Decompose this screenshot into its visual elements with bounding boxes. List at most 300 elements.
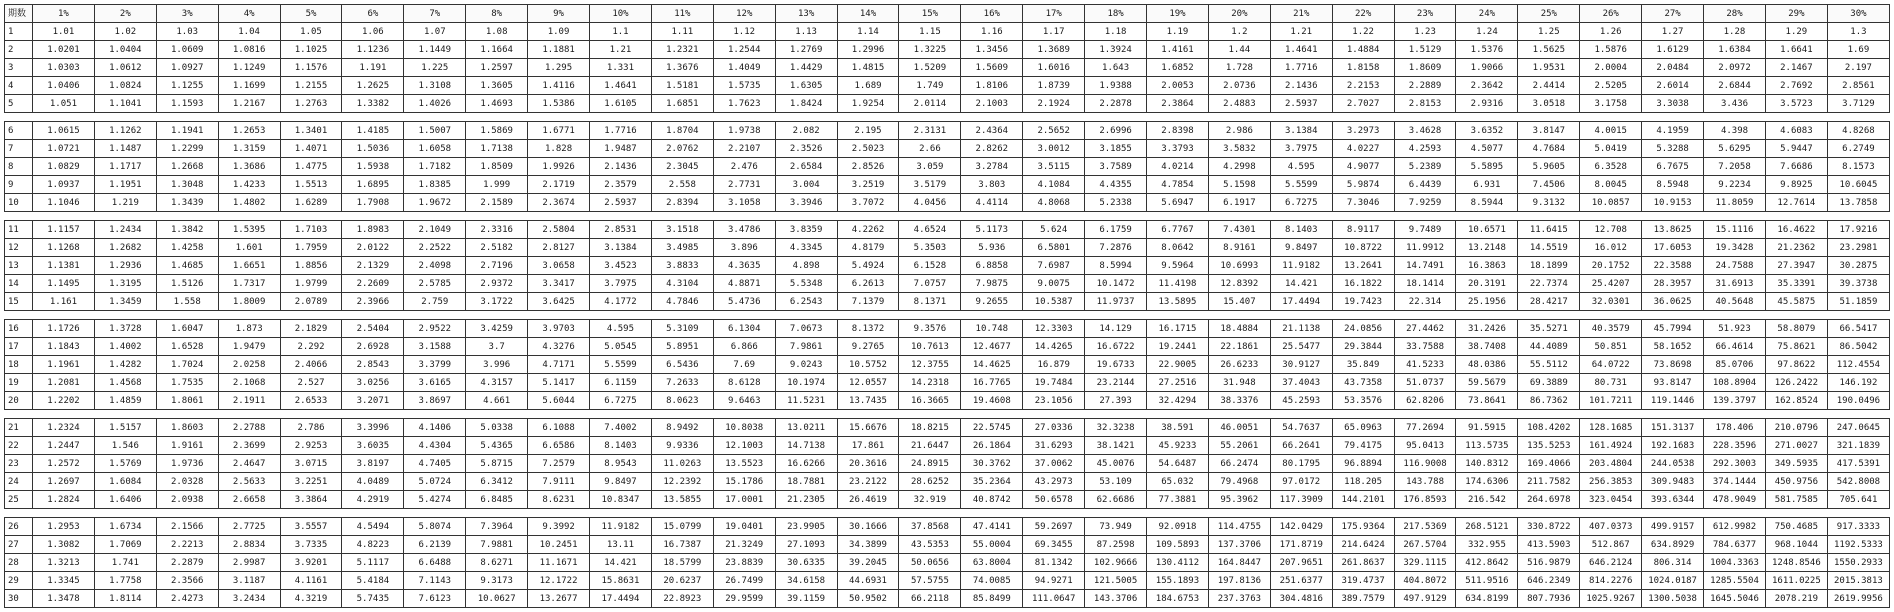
factor-cell: 1.01 bbox=[33, 23, 95, 41]
factor-cell: 1.1717 bbox=[94, 158, 156, 176]
period-cell: 23 bbox=[5, 455, 33, 473]
period-cell: 8 bbox=[5, 158, 33, 176]
factor-cell: 119.1446 bbox=[1642, 392, 1704, 410]
group-spacer bbox=[5, 509, 1890, 518]
factor-cell: 5.8715 bbox=[466, 455, 528, 473]
factor-cell: 171.8719 bbox=[1270, 536, 1332, 554]
factor-cell: 705.641 bbox=[1827, 491, 1889, 509]
factor-cell: 2.195 bbox=[837, 122, 899, 140]
factor-cell: 5.5599 bbox=[1270, 176, 1332, 194]
factor-cell: 247.0645 bbox=[1827, 419, 1889, 437]
factor-cell: 4.595 bbox=[590, 320, 652, 338]
factor-cell: 7.1379 bbox=[837, 293, 899, 311]
factor-cell: 6.6488 bbox=[404, 554, 466, 572]
factor-cell: 2.4883 bbox=[1208, 95, 1270, 113]
factor-cell: 1.1255 bbox=[156, 77, 218, 95]
factor-cell: 1.09 bbox=[528, 23, 590, 41]
factor-cell: 4.0227 bbox=[1332, 140, 1394, 158]
factor-cell: 750.4685 bbox=[1765, 518, 1827, 536]
factor-cell: 6.2613 bbox=[837, 275, 899, 293]
factor-cell: 2.082 bbox=[775, 122, 837, 140]
factor-cell: 9.3576 bbox=[899, 320, 961, 338]
factor-cell: 1.2155 bbox=[280, 77, 342, 95]
factor-cell: 450.9756 bbox=[1765, 473, 1827, 491]
factor-cell: 1.0927 bbox=[156, 59, 218, 77]
factor-cell: 2.3045 bbox=[651, 158, 713, 176]
factor-cell: 162.8524 bbox=[1765, 392, 1827, 410]
factor-cell: 3.4628 bbox=[1394, 122, 1456, 140]
group-spacer bbox=[5, 113, 1890, 122]
factor-cell: 5.4736 bbox=[713, 293, 775, 311]
factor-cell: 5.8074 bbox=[404, 518, 466, 536]
factor-cell: 264.6978 bbox=[1518, 491, 1580, 509]
factor-cell: 1.1843 bbox=[33, 338, 95, 356]
factor-cell: 4.2919 bbox=[342, 491, 404, 509]
factor-cell: 3.6425 bbox=[528, 293, 590, 311]
factor-cell: 4.2998 bbox=[1208, 158, 1270, 176]
factor-cell: 4.1959 bbox=[1642, 122, 1704, 140]
factor-cell: 329.1115 bbox=[1394, 554, 1456, 572]
factor-cell: 1.2682 bbox=[94, 239, 156, 257]
factor-cell: 268.5121 bbox=[1456, 518, 1518, 536]
factor-cell: 1.3605 bbox=[466, 77, 528, 95]
factor-cell: 118.205 bbox=[1332, 473, 1394, 491]
group-spacer bbox=[5, 410, 1890, 419]
factor-cell: 9.0243 bbox=[775, 356, 837, 374]
factor-cell: 79.4175 bbox=[1332, 437, 1394, 455]
factor-cell: 24.7588 bbox=[1704, 257, 1766, 275]
factor-cell: 2.9372 bbox=[466, 275, 528, 293]
factor-cell: 3.3417 bbox=[528, 275, 590, 293]
factor-cell: 62.8206 bbox=[1394, 392, 1456, 410]
factor-cell: 1.21 bbox=[590, 41, 652, 59]
factor-cell: 2.1911 bbox=[218, 392, 280, 410]
factor-cell: 2.6014 bbox=[1642, 77, 1704, 95]
factor-cell: 91.5915 bbox=[1456, 419, 1518, 437]
factor-cell: 14.4625 bbox=[961, 356, 1023, 374]
factor-cell: 46.0051 bbox=[1208, 419, 1270, 437]
factor-cell: 4.9077 bbox=[1332, 158, 1394, 176]
factor-cell: 207.9651 bbox=[1270, 554, 1332, 572]
factor-cell: 16.3863 bbox=[1456, 257, 1518, 275]
factor-cell: 15.1116 bbox=[1704, 221, 1766, 239]
factor-cell: 50.0656 bbox=[899, 554, 961, 572]
factor-cell: 1.4859 bbox=[94, 392, 156, 410]
factor-cell: 1300.5038 bbox=[1642, 590, 1704, 608]
factor-cell: 6.866 bbox=[713, 338, 775, 356]
factor-cell: 12.3755 bbox=[899, 356, 961, 374]
factor-cell: 7.6686 bbox=[1765, 158, 1827, 176]
factor-cell: 10.5752 bbox=[837, 356, 899, 374]
factor-cell: 1.6852 bbox=[1147, 59, 1209, 77]
factor-cell: 2.5404 bbox=[342, 320, 404, 338]
factor-cell: 2.8561 bbox=[1827, 77, 1889, 95]
factor-cell: 16.3665 bbox=[899, 392, 961, 410]
factor-cell: 8.9117 bbox=[1332, 221, 1394, 239]
factor-cell: 1.0615 bbox=[33, 122, 95, 140]
factor-cell: 174.6306 bbox=[1456, 473, 1518, 491]
factor-cell: 2.5633 bbox=[218, 473, 280, 491]
factor-cell: 1.4026 bbox=[404, 95, 466, 113]
factor-cell: 1.6016 bbox=[1023, 59, 1085, 77]
factor-cell: 9.2655 bbox=[961, 293, 1023, 311]
factor-cell: 1.6406 bbox=[94, 491, 156, 509]
factor-cell: 66.2641 bbox=[1270, 437, 1332, 455]
factor-cell: 16.7387 bbox=[651, 536, 713, 554]
table-row bbox=[5, 374, 1890, 392]
factor-cell: 10.9153 bbox=[1642, 194, 1704, 212]
factor-cell: 9.3173 bbox=[466, 572, 528, 590]
factor-cell: 9.2234 bbox=[1704, 176, 1766, 194]
factor-cell: 35.5271 bbox=[1518, 320, 1580, 338]
factor-cell: 1.24 bbox=[1456, 23, 1518, 41]
factor-cell: 1.6305 bbox=[775, 77, 837, 95]
factor-cell: 6.1088 bbox=[528, 419, 590, 437]
factor-cell: 1.2597 bbox=[466, 59, 528, 77]
period-cell: 27 bbox=[5, 536, 33, 554]
factor-cell: 267.5704 bbox=[1394, 536, 1456, 554]
factor-cell: 2.8526 bbox=[837, 158, 899, 176]
period-header: 期数 bbox=[5, 5, 33, 23]
factor-cell: 2.7027 bbox=[1332, 95, 1394, 113]
factor-cell: 5.5599 bbox=[590, 356, 652, 374]
factor-cell: 1.4116 bbox=[528, 77, 590, 95]
factor-cell: 3.996 bbox=[466, 356, 528, 374]
factor-cell: 1.643 bbox=[1085, 59, 1147, 77]
factor-cell: 12.708 bbox=[1580, 221, 1642, 239]
factor-cell: 271.0027 bbox=[1765, 437, 1827, 455]
factor-cell: 8.1371 bbox=[899, 293, 961, 311]
table-row bbox=[5, 572, 1890, 590]
factor-cell: 1.8114 bbox=[94, 590, 156, 608]
factor-cell: 6.7275 bbox=[1270, 194, 1332, 212]
factor-cell: 5.4184 bbox=[342, 572, 404, 590]
factor-cell: 1.26 bbox=[1580, 23, 1642, 41]
factor-cell: 5.1417 bbox=[528, 374, 590, 392]
factor-cell: 4.8268 bbox=[1827, 122, 1889, 140]
factor-cell: 1.3686 bbox=[218, 158, 280, 176]
factor-cell: 3.8833 bbox=[651, 257, 713, 275]
factor-cell: 15.8631 bbox=[590, 572, 652, 590]
factor-cell: 44.6931 bbox=[837, 572, 899, 590]
factor-cell: 3.7 bbox=[466, 338, 528, 356]
factor-cell: 1.1664 bbox=[466, 41, 528, 59]
table-row bbox=[5, 95, 1890, 113]
factor-cell: 323.0454 bbox=[1580, 491, 1642, 509]
factor-cell: 1.7908 bbox=[342, 194, 404, 212]
factor-cell: 47.4141 bbox=[961, 518, 1023, 536]
factor-cell: 130.4112 bbox=[1147, 554, 1209, 572]
factor-cell: 14.421 bbox=[1270, 275, 1332, 293]
factor-cell: 38.591 bbox=[1147, 419, 1209, 437]
factor-cell: 1.2625 bbox=[342, 77, 404, 95]
factor-cell: 41.5233 bbox=[1394, 356, 1456, 374]
factor-cell: 8.0642 bbox=[1147, 239, 1209, 257]
factor-cell: 6.1528 bbox=[899, 257, 961, 275]
factor-cell: 1.7024 bbox=[156, 356, 218, 374]
factor-cell: 10.748 bbox=[961, 320, 1023, 338]
factor-cell: 3.803 bbox=[961, 176, 1023, 194]
factor-cell: 59.5679 bbox=[1456, 374, 1518, 392]
factor-cell: 11.4198 bbox=[1147, 275, 1209, 293]
factor-cell: 57.5755 bbox=[899, 572, 961, 590]
factor-cell: 19.7484 bbox=[1023, 374, 1085, 392]
factor-cell: 4.5077 bbox=[1456, 140, 1518, 158]
factor-cell: 54.7637 bbox=[1270, 419, 1332, 437]
factor-cell: 20.1752 bbox=[1580, 257, 1642, 275]
factor-cell: 1.0816 bbox=[218, 41, 280, 59]
factor-cell: 87.2598 bbox=[1085, 536, 1147, 554]
factor-cell: 1.9736 bbox=[156, 455, 218, 473]
factor-cell: 11.8059 bbox=[1704, 194, 1766, 212]
factor-cell: 304.4816 bbox=[1270, 590, 1332, 608]
factor-cell: 29.3844 bbox=[1332, 338, 1394, 356]
rate-header: 18% bbox=[1085, 5, 1147, 23]
factor-cell: 2.6928 bbox=[342, 338, 404, 356]
factor-cell: 1.8739 bbox=[1023, 77, 1085, 95]
period-cell: 22 bbox=[5, 437, 33, 455]
factor-cell: 2.2788 bbox=[218, 419, 280, 437]
factor-cell: 19.2441 bbox=[1147, 338, 1209, 356]
factor-cell: 4.661 bbox=[466, 392, 528, 410]
factor-cell: 16.7765 bbox=[961, 374, 1023, 392]
factor-cell: 16.012 bbox=[1580, 239, 1642, 257]
factor-cell: 12.3303 bbox=[1023, 320, 1085, 338]
factor-cell: 1550.2933 bbox=[1827, 554, 1889, 572]
factor-cell: 40.5648 bbox=[1704, 293, 1766, 311]
factor-cell: 4.7405 bbox=[404, 455, 466, 473]
factor-cell: 2.5804 bbox=[528, 221, 590, 239]
factor-cell: 1.5126 bbox=[156, 275, 218, 293]
factor-cell: 1.4815 bbox=[837, 59, 899, 77]
factor-cell: 1.8609 bbox=[1394, 59, 1456, 77]
factor-cell: 1.4568 bbox=[94, 374, 156, 392]
factor-cell: 23.2981 bbox=[1827, 239, 1889, 257]
factor-cell: 21.1138 bbox=[1270, 320, 1332, 338]
factor-cell: 1.1449 bbox=[404, 41, 466, 59]
factor-cell: 2.5785 bbox=[404, 275, 466, 293]
factor-cell: 407.0373 bbox=[1580, 518, 1642, 536]
factor-cell: 3.7975 bbox=[590, 275, 652, 293]
factor-cell: 1645.5046 bbox=[1704, 590, 1766, 608]
factor-cell: 646.2349 bbox=[1518, 572, 1580, 590]
factor-cell: 73.949 bbox=[1085, 518, 1147, 536]
factor-cell: 1.2081 bbox=[33, 374, 95, 392]
factor-cell: 4.8223 bbox=[342, 536, 404, 554]
factor-cell: 1.1593 bbox=[156, 95, 218, 113]
factor-cell: 1.1487 bbox=[94, 140, 156, 158]
factor-cell: 11.0263 bbox=[651, 455, 713, 473]
factor-cell: 3.7129 bbox=[1827, 95, 1889, 113]
factor-cell: 2.1003 bbox=[961, 95, 1023, 113]
factor-cell: 1.0609 bbox=[156, 41, 218, 59]
factor-cell: 5.624 bbox=[1023, 221, 1085, 239]
factor-cell: 1.3924 bbox=[1085, 41, 1147, 59]
factor-cell: 23.2122 bbox=[837, 473, 899, 491]
factor-cell: 32.3238 bbox=[1085, 419, 1147, 437]
factor-cell: 9.5964 bbox=[1147, 257, 1209, 275]
factor-cell: 10.6571 bbox=[1456, 221, 1518, 239]
factor-cell: 3.4259 bbox=[466, 320, 528, 338]
factor-cell: 1.0406 bbox=[33, 77, 95, 95]
factor-cell: 499.9157 bbox=[1642, 518, 1704, 536]
factor-cell: 2.8531 bbox=[590, 221, 652, 239]
factor-cell: 79.4968 bbox=[1208, 473, 1270, 491]
factor-cell: 12.4677 bbox=[961, 338, 1023, 356]
factor-cell: 1.02 bbox=[94, 23, 156, 41]
factor-cell: 5.0338 bbox=[466, 419, 528, 437]
rate-header: 6% bbox=[342, 5, 404, 23]
factor-cell: 1.2447 bbox=[33, 437, 95, 455]
factor-cell: 1.7716 bbox=[590, 122, 652, 140]
factor-cell: 2.0762 bbox=[651, 140, 713, 158]
period-cell: 9 bbox=[5, 176, 33, 194]
group-spacer bbox=[5, 311, 1890, 320]
factor-cell: 244.0538 bbox=[1642, 455, 1704, 473]
factor-cell: 478.9049 bbox=[1704, 491, 1766, 509]
factor-cell: 2.1829 bbox=[280, 320, 342, 338]
factor-cell: 2.5182 bbox=[466, 239, 528, 257]
factor-cell: 144.2101 bbox=[1332, 491, 1394, 509]
factor-cell: 23.8839 bbox=[713, 554, 775, 572]
factor-cell: 176.8593 bbox=[1394, 491, 1456, 509]
factor-cell: 3.5115 bbox=[1023, 158, 1085, 176]
factor-cell: 13.2677 bbox=[528, 590, 590, 608]
factor-cell: 18.7881 bbox=[775, 473, 837, 491]
factor-cell: 2.8153 bbox=[1394, 95, 1456, 113]
factor-cell: 19.6733 bbox=[1085, 356, 1147, 374]
factor-cell: 8.5994 bbox=[1085, 257, 1147, 275]
factor-cell: 13.5895 bbox=[1147, 293, 1209, 311]
factor-cell: 17.861 bbox=[837, 437, 899, 455]
factor-cell: 53.3576 bbox=[1332, 392, 1394, 410]
rate-header: 22% bbox=[1332, 5, 1394, 23]
factor-cell: 1.5376 bbox=[1456, 41, 1518, 59]
factor-cell: 36.0625 bbox=[1642, 293, 1704, 311]
factor-cell: 2619.9956 bbox=[1827, 590, 1889, 608]
factor-cell: 12.8392 bbox=[1208, 275, 1270, 293]
factor-cell: 511.9516 bbox=[1456, 572, 1518, 590]
factor-cell: 2.7196 bbox=[466, 257, 528, 275]
factor-cell: 27.0336 bbox=[1023, 419, 1085, 437]
factor-cell: 1.8424 bbox=[775, 95, 837, 113]
factor-cell: 7.0757 bbox=[899, 275, 961, 293]
factor-cell: 137.3706 bbox=[1208, 536, 1270, 554]
factor-cell: 13.11 bbox=[590, 536, 652, 554]
factor-cell: 37.8568 bbox=[899, 518, 961, 536]
factor-cell: 151.3137 bbox=[1642, 419, 1704, 437]
factor-cell: 1.14 bbox=[837, 23, 899, 41]
factor-cell: 8.5948 bbox=[1642, 176, 1704, 194]
factor-cell: 65.0963 bbox=[1332, 419, 1394, 437]
factor-cell: 1.2202 bbox=[33, 392, 95, 410]
factor-cell: 6.2543 bbox=[775, 293, 837, 311]
factor-cell: 13.0211 bbox=[775, 419, 837, 437]
factor-cell: 2.197 bbox=[1827, 59, 1889, 77]
factor-cell: 13.2148 bbox=[1456, 239, 1518, 257]
factor-cell: 2.0328 bbox=[156, 473, 218, 491]
factor-cell: 1.1041 bbox=[94, 95, 156, 113]
factor-cell: 1.2936 bbox=[94, 257, 156, 275]
factor-cell: 34.6158 bbox=[775, 572, 837, 590]
factor-cell: 2.9522 bbox=[404, 320, 466, 338]
factor-cell: 2.786 bbox=[280, 419, 342, 437]
factor-cell: 146.192 bbox=[1827, 374, 1889, 392]
factor-cell: 4.4304 bbox=[404, 437, 466, 455]
factor-cell: 3.059 bbox=[899, 158, 961, 176]
table-row bbox=[5, 437, 1890, 455]
factor-cell: 6.8485 bbox=[466, 491, 528, 509]
factor-cell: 2.3966 bbox=[342, 293, 404, 311]
factor-cell: 3.8697 bbox=[404, 392, 466, 410]
factor-cell: 1.2544 bbox=[713, 41, 775, 59]
factor-cell: 4.595 bbox=[1270, 158, 1332, 176]
factor-cell: 203.4804 bbox=[1580, 455, 1642, 473]
factor-cell: 6.1759 bbox=[1085, 221, 1147, 239]
rate-header: 4% bbox=[218, 5, 280, 23]
factor-cell: 18.1414 bbox=[1394, 275, 1456, 293]
factor-cell: 45.7994 bbox=[1642, 320, 1704, 338]
factor-cell: 2.4647 bbox=[218, 455, 280, 473]
factor-cell: 1.828 bbox=[528, 140, 590, 158]
factor-cell: 74.0085 bbox=[961, 572, 1023, 590]
period-cell: 7 bbox=[5, 140, 33, 158]
factor-cell: 33.7588 bbox=[1394, 338, 1456, 356]
factor-cell: 55.0004 bbox=[961, 536, 1023, 554]
factor-cell: 7.2058 bbox=[1704, 158, 1766, 176]
factor-cell: 4.5494 bbox=[342, 518, 404, 536]
period-cell: 25 bbox=[5, 491, 33, 509]
factor-cell: 2.4066 bbox=[280, 356, 342, 374]
factor-cell: 112.4554 bbox=[1827, 356, 1889, 374]
factor-cell: 1.191 bbox=[342, 59, 404, 77]
factor-cell: 5.4365 bbox=[466, 437, 528, 455]
factor-cell: 117.3909 bbox=[1270, 491, 1332, 509]
factor-cell: 111.0647 bbox=[1023, 590, 1085, 608]
factor-cell: 1.5129 bbox=[1394, 41, 1456, 59]
factor-cell: 1.1961 bbox=[33, 356, 95, 374]
factor-cell: 13.5523 bbox=[713, 455, 775, 473]
factor-cell: 15.6676 bbox=[837, 419, 899, 437]
factor-cell: 5.9605 bbox=[1518, 158, 1580, 176]
factor-cell: 2.7731 bbox=[713, 176, 775, 194]
factor-cell: 1.4429 bbox=[775, 59, 837, 77]
factor-cell: 1.15 bbox=[899, 23, 961, 41]
factor-cell: 1.3842 bbox=[156, 221, 218, 239]
factor-cell: 140.8312 bbox=[1456, 455, 1518, 473]
factor-cell: 5.5348 bbox=[775, 275, 837, 293]
table-row bbox=[5, 491, 1890, 509]
factor-cell: 1.44 bbox=[1208, 41, 1270, 59]
rate-header: 25% bbox=[1518, 5, 1580, 23]
factor-cell: 1.051 bbox=[33, 95, 95, 113]
factor-cell: 210.0796 bbox=[1765, 419, 1827, 437]
factor-cell: 9.8925 bbox=[1765, 176, 1827, 194]
factor-cell: 1.728 bbox=[1208, 59, 1270, 77]
factor-cell: 8.1403 bbox=[590, 437, 652, 455]
factor-cell: 9.2765 bbox=[837, 338, 899, 356]
factor-cell: 1.4802 bbox=[218, 194, 280, 212]
factor-cell: 2.558 bbox=[651, 176, 713, 194]
factor-cell: 2.1049 bbox=[404, 221, 466, 239]
factor-cell: 1.7535 bbox=[156, 374, 218, 392]
rate-header: 21% bbox=[1270, 5, 1332, 23]
factor-cell: 3.3038 bbox=[1642, 95, 1704, 113]
factor-cell: 1.5007 bbox=[404, 122, 466, 140]
factor-cell: 5.9874 bbox=[1332, 176, 1394, 194]
factor-cell: 16.6266 bbox=[775, 455, 837, 473]
factor-cell: 3.004 bbox=[775, 176, 837, 194]
